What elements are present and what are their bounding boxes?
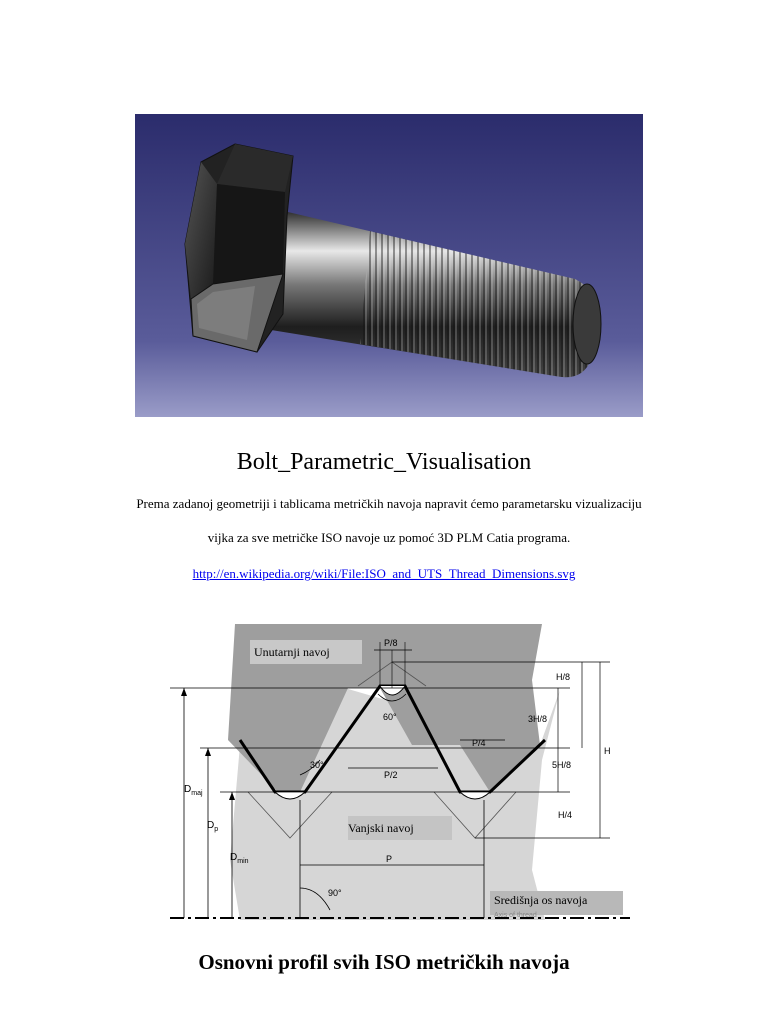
label-p8: P/8 <box>384 638 398 648</box>
label-h8: H/8 <box>556 672 571 682</box>
label-thread-axis-faint: Axis of thread <box>494 912 537 919</box>
label-internal-thread: Unutarnji navoj <box>254 645 330 659</box>
label-3h8: 3H/8 <box>528 714 548 724</box>
label-h4: H/4 <box>558 810 573 820</box>
label-d-p: $D_p$ <box>207 820 219 833</box>
label-thread-axis: Središnja os navoja <box>494 893 588 907</box>
document-title: Bolt_Parametric_Visualisation <box>236 449 532 475</box>
label-angle-60: 60° <box>383 712 397 722</box>
description-line-1: Prema zadanoj geometriji i tablicama metričkih navoja napravit ćemo parametarsku vizualizaciju <box>136 496 642 511</box>
label-angle-30: 30° <box>310 760 324 770</box>
thread-profile-diagram <box>160 620 640 925</box>
description-line-2: vijka za sve metričke ISO navoje uz pomoć 3D PLM Catia programa. <box>207 530 571 545</box>
reference-link[interactable]: http://en.wikipedia.org/wiki/File:ISO_and_UTS_Thread_Dimensions.svg <box>192 566 576 581</box>
label-p2: P/2 <box>384 770 398 780</box>
label-d-maj: $D_{maj}$ <box>184 784 203 797</box>
bolt-hex-head <box>185 144 293 352</box>
label-p4: P/4 <box>472 738 486 748</box>
label-p: P <box>386 854 393 864</box>
label-h: H <box>604 746 611 756</box>
label-external-thread: Vanjski navoj <box>348 821 414 835</box>
label-d-min: $D_{min}$ <box>230 852 249 865</box>
label-angle-90: 90° <box>328 888 342 898</box>
label-5h8: 5H/8 <box>552 760 572 770</box>
figure-caption: Osnovni profil svih ISO metričkih navoja <box>198 950 570 974</box>
bolt-3d-render <box>135 114 643 417</box>
